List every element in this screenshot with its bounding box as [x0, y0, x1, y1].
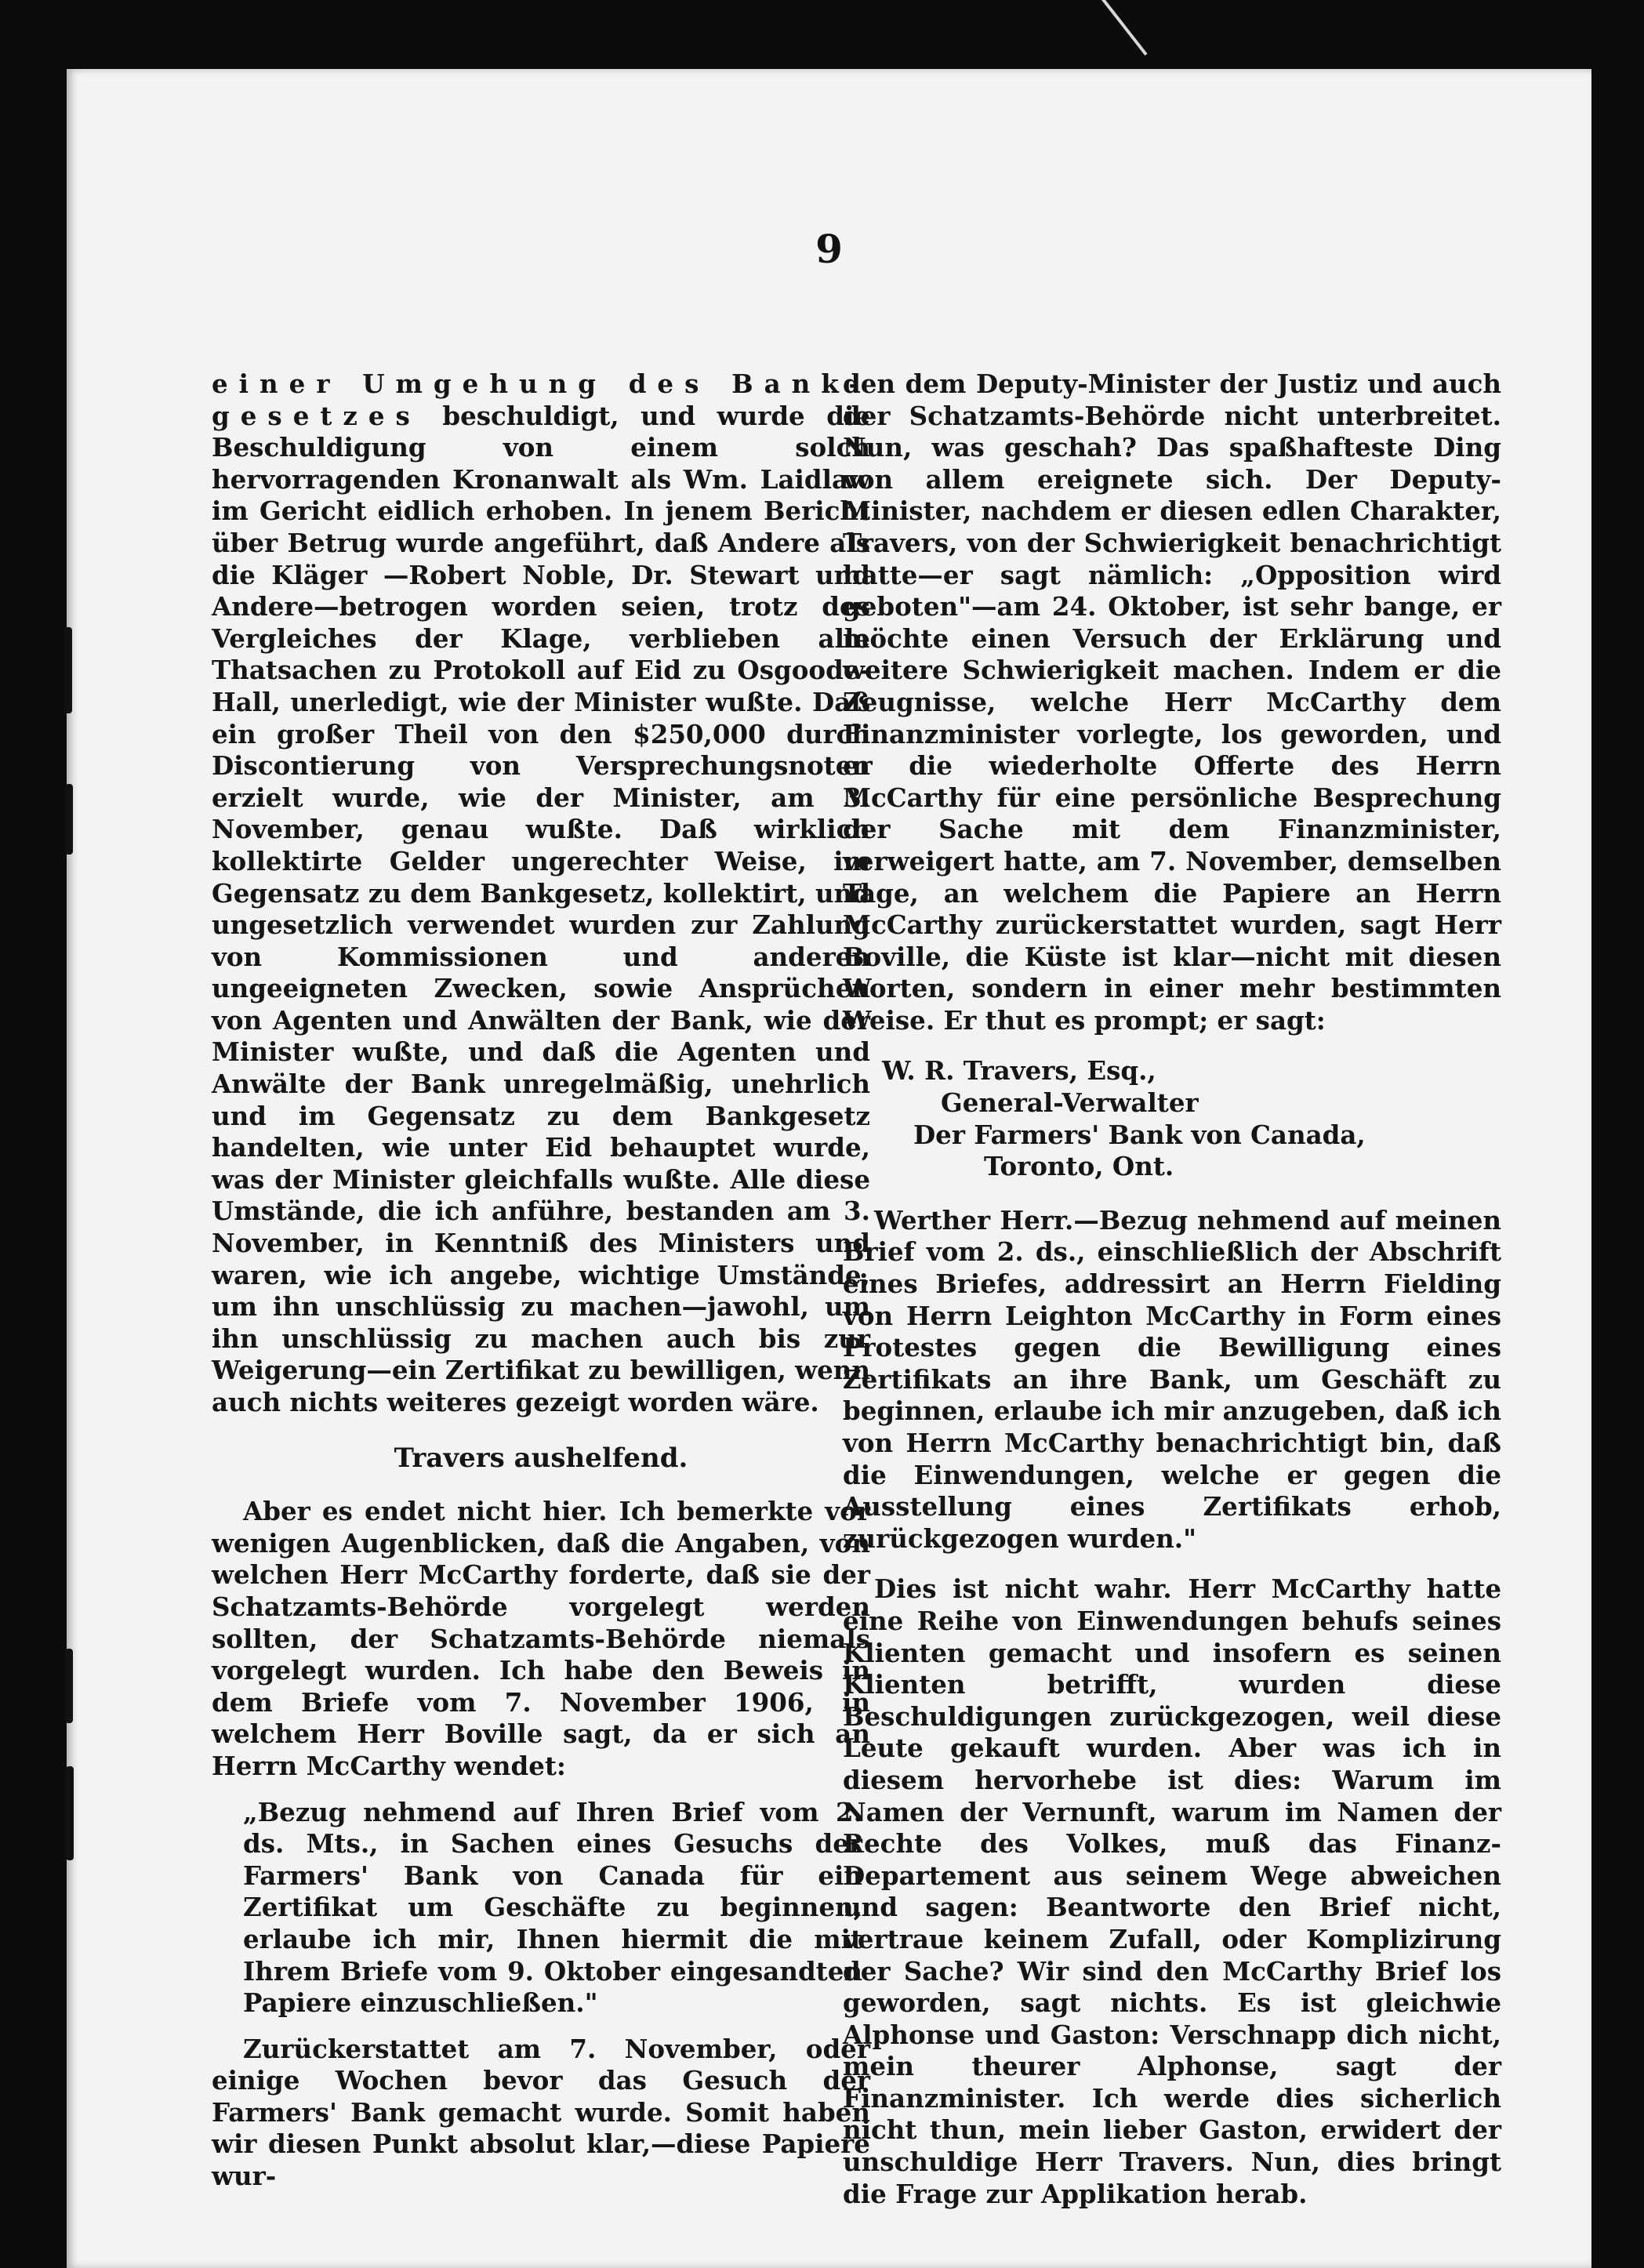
address-line: W. R. Travers, Esq., [882, 1055, 1156, 1087]
document-page [67, 69, 1591, 2268]
paragraph-text: beschuldigt, und wurde die Beschuldigung von einem solch hervorragenden Kronanwalt als Wm. Laidlaw im Gericht eidlich erhoben. In jenem Bericht über Betrug wurde angeführt, daß Andere als die Kläger —Robert Noble, Dr. Stewart und Andere—betrogen worden seien, trotz des Vergleiches der Klage, verblieben alle Thatsachen zu Protokoll auf Eid zu Osgoode-Hall, unerledigt, wie der Minister wußte. Daß ein großer Theil von den $250,000 durch Discontierung von Versprechungsnoten erzielt wurde, wie der Minister, am 3. November, genau wußte. Daß wirklich kollektirte Gelder ungerechter Weise, im Gegensatz zu dem Bankgesetz, kollektirt, und ungesetzlich verwendet wurden zur Zahlung von Kommissionen und anderen ungeeigneten Zwecken, sowie Ansprüchen von Agenten und Anwälten der Bank, wie der Minister wußte, und daß die Agenten und Anwälte der Bank unregelmäßig, unehrlich und im Gegensatz zu dem Bankgesetz handelten, wie unter Eid behauptet wurde, was der Minister gleichfalls wußte. Alle diese Umstände, die ich anführe, bestanden am 3. November, in Kenntniß des Ministers und waren, wie ich angebe, wichtige Umstände, um ihn unschlüssig zu machen—jawohl, um ihn unschlüssig zu machen auch bis zur Weigerung—ein Zertifikat zu bewilligen, wenn auch nichts weiteres gezeigt worden wäre. [212, 400, 871, 1417]
right-column [843, 368, 1501, 2210]
margin-mark [64, 627, 72, 713]
quoted-letter: „Bezug nehmend auf Ihren Brief vom 2. ds. Mts., in Sachen eines Gesuchs der Farmers' Bank von Canada für ein Zertifikat um Geschäfte zu beginnen, erlaube ich mir, Ihnen hiermit die mit Ihrem Briefe vom 9. Oktober eingesandten Papiere einzuschließen." [243, 1796, 862, 2019]
body-paragraph [212, 368, 870, 1419]
page-number: 9 [815, 226, 843, 272]
body-paragraph: Dies ist nicht wahr. Herr McCarthy hatte eine Reihe von Einwendungen behufs seines Klienten gemacht und insofern es seinen Klienten betrifft, wurden diese Beschuldigungen zurückgezogen, weil diese Leute gekauft wurden. Aber was ich in diesem hervorhebe ist dies: Warum im Namen der Vernunft, warum im Namen der Rechte des Volkes, muß das Finanz-Departement aus seinem Wege abweichen und sagen: Beantworte den Brief nicht, vertraue keinem Zufall, oder Komplizirung der Sache? Wir sind den McCarthy Brief los geworden, sagt nichts. Es ist gleichwie Alphonse und Gaston: Verschnapp dich nicht, mein theurer Alphonse, sagt der Finanzminister. Ich werde dies sicherlich nicht thun, mein lieber Gaston, erwidert der unschuldige Herr Travers. Nun, dies bringt die Frage zur Applikation herab. [843, 1573, 1501, 2209]
address-line: Der Farmers' Bank von Canada, [913, 1119, 1366, 1150]
margin-mark [65, 1649, 73, 1723]
body-paragraph: den dem Deputy-Minister der Justiz und auch der Schatzamts-Behörde nicht unterbreitet. Nun, was geschah? Das spaßhafteste Ding von allem ereignete sich. Der Deputy-Minister, nachdem er diesen edlen Charakter, Travers, von der Schwierigkeit benachrichtigt hatte—er sagt nämlich: „Opposition wird geboten"—am 24. Oktober, ist sehr bange, er möchte einen Versuch der Erklärung und weitere Schwierigkeit machen. Indem er die Zeugnisse, welche Herr McCarthy dem Finanzminister vorlegte, los geworden, und er die wiederholte Offerte des Herrn McCarthy für eine persönliche Besprechung der Sache mit dem Finanzminister, verweigert hatte, am 7. November, demselben Tage, an welchem die Papiere an Herrn McCarthy zurückerstattet wurden, sagt Herr Boville, die Küste ist klar—nicht mit diesen Worten, sondern in einer mehr bestimmten Weise. Er thut es prompt; er sagt: [843, 368, 1501, 1036]
body-paragraph: Zurückerstattet am 7. November, oder einige Wochen bevor das Gesuch der Farmers' Bank gemacht wurde. Somit haben wir diesen Punkt absolut klar,—diese Papiere wur- [212, 2033, 870, 2192]
address-line: Toronto, Ont. [984, 1151, 1174, 1182]
margin-mark [65, 784, 73, 855]
letter-address-block [843, 1055, 1501, 1182]
body-paragraph: Aber es endet nicht hier. Ich bemerkte vor wenigen Augenblicken, daß die Angaben, von welchen Herr McCarthy forderte, daß sie der Schatzamts-Behörde vorgelegt werden sollten, der Schatzamts-Behörde niemals vorgelegt wurden. Ich habe den Beweis in dem Briefe vom 7. November 1906, in welchem Herr Boville sagt, da er sich an Herrn McCarthy wendet: [212, 1496, 870, 1781]
address-line: General-Verwalter [941, 1087, 1199, 1119]
spaced-phrase: einer Umgehung des Bank-gesetzes [212, 368, 870, 431]
left-column [212, 368, 870, 2193]
margin-mark [66, 1766, 74, 1860]
section-heading: Travers aushelfend. [394, 1442, 688, 1474]
scan-crease-mark [1101, 0, 1148, 56]
letter-body: Werther Herr.—Bezug nehmend auf meinen Brief vom 2. ds., einschließlich der Abschrift eines Briefes, addressirt an Herrn Fielding von Herrn Leighton McCarthy in Form eines Protestes gegen die Bewilligung eines Zertifikats an ihre Bank, um Geschäft zu beginnen, erlaube ich mir anzugeben, daß ich von Herrn McCarthy benachrichtigt bin, daß die Einwendungen, welche er gegen die Ausstellung eines Zertifikats erhob, zurückgezogen wurden." [843, 1204, 1501, 1554]
